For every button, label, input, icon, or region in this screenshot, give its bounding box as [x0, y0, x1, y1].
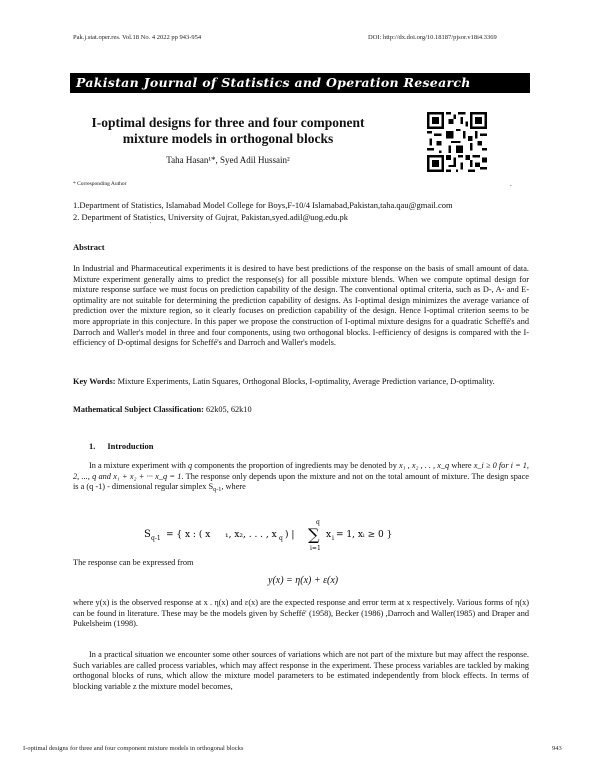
journal-reference: Pak.j.stat.oper.res. Vol.18 No. 4 2022 pp 943-954: [73, 34, 202, 41]
section-title: Introduction: [107, 441, 154, 451]
qr-code-icon: [427, 112, 487, 172]
text-run: where: [449, 461, 474, 470]
doi-link[interactable]: DOI: http://dx.doi.org/10.18187/pjsor.v18i4.3369: [368, 34, 497, 41]
math-vars: x₁ , x₂ , . . , x_q: [398, 461, 450, 470]
subject-classification: [73, 405, 529, 416]
math-sub: q-1: [213, 486, 222, 494]
keywords-label: Key Words:: [73, 377, 116, 386]
sum-lower: i=1: [310, 545, 321, 552]
stray-mark: ': [150, 222, 152, 228]
response-intro: The response can be expressed from: [73, 558, 194, 567]
simplex-rhs-sub: i: [332, 535, 334, 542]
simplex-mid: = { x : ( x: [166, 530, 211, 540]
math-condition: x_i ≥ 0 for i = 1, 2, ..., q and x₁ + x₂ + ··· x_q = 1: [73, 461, 529, 481]
simplex-end: = 1, xᵢ ≥ 0 }: [336, 530, 393, 540]
keywords-text: Mixture Experiments, Latin Squares, Orthogonal Blocks, I-optimality, Average Prediction variance, D-optimality.: [115, 377, 495, 386]
sum-upper: q: [316, 519, 320, 526]
math-var: q: [188, 461, 193, 470]
text-run: components the proportion of ingredients may be denoted by: [192, 461, 399, 470]
page-number: 943: [552, 745, 562, 752]
simplex-rhs: x: [326, 530, 332, 540]
sum-symbol: ∑: [308, 525, 320, 544]
section-number: 1.: [89, 441, 96, 451]
section-heading-introduction: [89, 441, 154, 451]
keywords: [73, 377, 529, 388]
text-run: , where: [221, 482, 246, 492]
simplex-formula-svg: [140, 518, 460, 552]
article-authors: Taha Hasan¹*, Syed Adil Hussain²: [166, 155, 290, 165]
msc-codes: 62k05, 62k10: [203, 405, 252, 414]
abstract-heading: Abstract: [73, 242, 105, 252]
text-run: In a mixture experiment with: [89, 461, 189, 470]
journal-banner: Pakistan Journal of Statistics and Operation Research: [70, 73, 530, 93]
running-title: I-optimal designs for three and four component mixture models in orthogonal blocks: [23, 745, 244, 752]
article-title: I-optimal designs for three and four component mixture models in orthogonal blocks: [91, 115, 365, 146]
intro-paragraph-3: In a practical situation we encounter some other sources of variations which are not part of the mixture but may affect the response. Such variables are called process variables, which may affect response in the experiment. These process variables are tackled by making orthogonal blocks of runs, which allow the mixture model parameters to be estimated independently from block effects. In terms of blocking variable z the mixture model becomes,: [73, 650, 529, 691]
simplex-set: ₁, x₂, . . . , x: [225, 530, 277, 540]
affiliation-2: 2. Department of Statistics, University of Gujrat, Pakistan,syed.adil@uog.edu.pk: [73, 212, 349, 222]
simplex-cond: ) |: [285, 530, 295, 540]
abstract-text: In Industrial and Pharmaceutical experiments it is desired to have best predictions of the response on the basis of small amount of data. Mixture experiment generally aims to predict the response(s) for all possible mixture blends. When we compute optimal design for mixture response surface we must focus on prediction capability of the design. The conventional optimal criteria, such as D-, A- and E-optimality are not suitable for determining the prediction capability of designs. As I-optimal design minimizes the average variance of prediction over the mixture region, so it clearly focuses on prediction capability of the design. Hence I-optimal criterion seems to be more appropriate in this conjecture. In this paper we propose the construction of I-optimal mixture designs for a quadratic Scheffé's and Darroch and Waller's model in three and four components, using two orthogonal blocks. I-efficiency of designs is compared with the I-efficiency of D-optimal designs for Scheffé's and Darroch and Waller's models.: [73, 264, 529, 348]
affiliation-1: 1.Department of Statistics, Islamabad Model College for Boys,F-10/4 Islamabad,Pakistan,taha.qau@gmail.com: [73, 200, 453, 210]
response-equation: y(x) = η(x) + ε(x): [268, 575, 339, 586]
intro-paragraph-1: [73, 461, 529, 496]
simplex-lhs: S: [144, 529, 151, 540]
stray-dot: .: [510, 180, 512, 188]
text-run: . The response only depends upon the mixture and not on the total amount of mixture. The design space is a (q -1) - dimensional regular simplex S: [73, 471, 529, 492]
simplex-set-sub: q: [279, 535, 283, 542]
intro-paragraph-2: where y(x) is the observed response at x . η(x) and ε(x) are the expected response and error term at x respectively. Various forms of η(x) can be found in literature. These may be the models given by Scheffé' (1958), Becker (1986) ,Darroch and Waller(1985) and Draper and Pukelsheim (1998).: [73, 598, 529, 629]
simplex-definition: [140, 518, 460, 552]
simplex-lhs-sub: q-1: [151, 535, 161, 542]
msc-label: Mathematical Subject Classification:: [73, 405, 204, 414]
corresponding-author-note: * Corresponding Author: [73, 181, 127, 187]
